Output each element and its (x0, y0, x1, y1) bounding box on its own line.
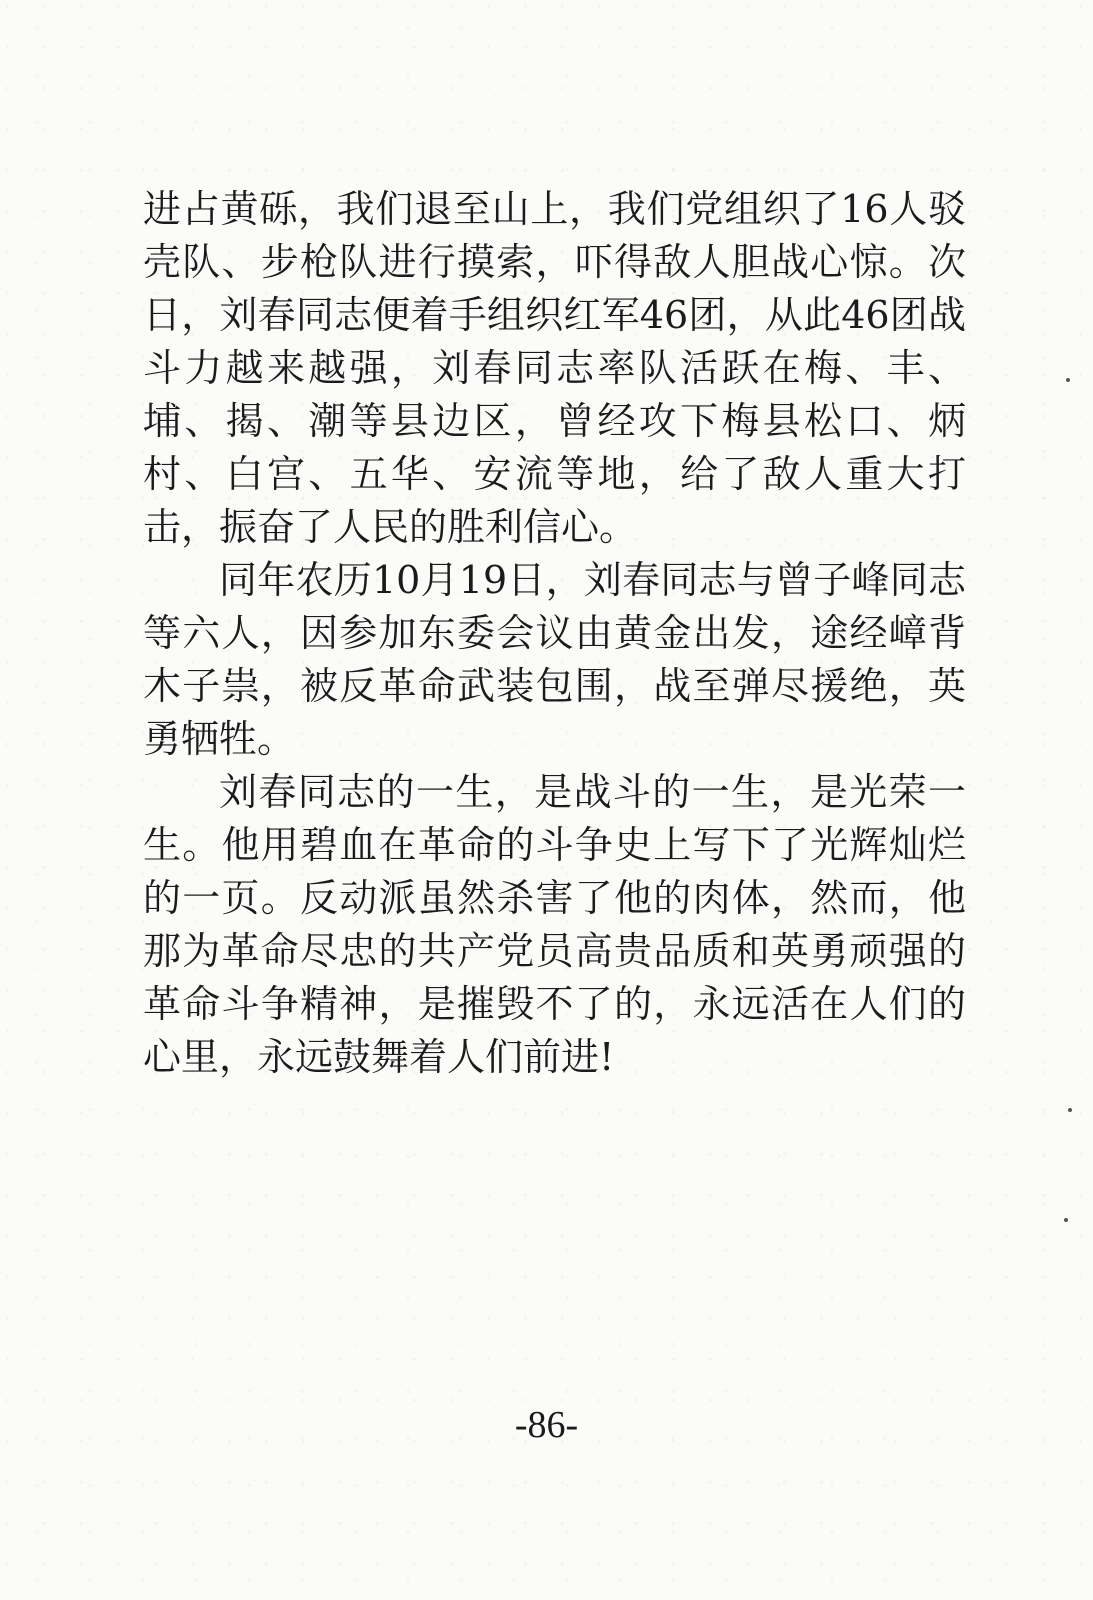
paragraph-start-line: 同年农历10月19日，刘春同志与曾子峰同志 (219, 558, 966, 602)
paragraph-start-line: 刘春同志的一生，是战斗的一生，是光荣一 (219, 770, 966, 814)
text-line: 村、白宫、五华、安流等地，给了敌人重大打 (143, 452, 966, 496)
text-line: 击，振奋了人民的胜利信心。 (143, 505, 638, 549)
text-line: 木子祟，被反革命武装包围，战至弹尽援绝，英 (143, 664, 966, 708)
text-line: 进占黄砾，我们退至山上，我们党组织了16人驳 (143, 187, 966, 231)
text-line: 斗力越来越强，刘春同志率队活跃在梅、丰、 (143, 346, 966, 390)
scan-speck (1066, 378, 1070, 382)
text-line: 勇牺牲。 (143, 717, 296, 761)
text-line: 生。他用碧血在革命的斗争史上写下了光辉灿烂 (143, 823, 966, 867)
text-line: 埔、揭、潮等县边区，曾经攻下梅县松口、炳 (143, 399, 966, 443)
text-line: 等六人，因参加东委会议由黄金出发，途经嶂背 (143, 611, 966, 655)
text-line: 的一页。反动派虽然杀害了他的肉体，然而，他 (143, 876, 966, 920)
scan-speck (1068, 1108, 1072, 1112)
body-text (143, 183, 966, 1084)
text-line: 心里，永远鼓舞着人们前进! (143, 1035, 615, 1079)
text-line: 那为革命尽忠的共产党员高贵品质和英勇顽强的 (143, 929, 966, 973)
text-line: 革命斗争精神，是摧毁不了的，永远活在人们的 (143, 982, 966, 1026)
scan-speck (1064, 1218, 1068, 1222)
page-number: -86- (514, 1404, 579, 1446)
text-line: 壳队、步枪队进行摸索，吓得敌人胆战心惊。次 (143, 240, 966, 284)
text-line: 日，刘春同志便着手组织红军46团，从此46团战 (143, 293, 966, 337)
